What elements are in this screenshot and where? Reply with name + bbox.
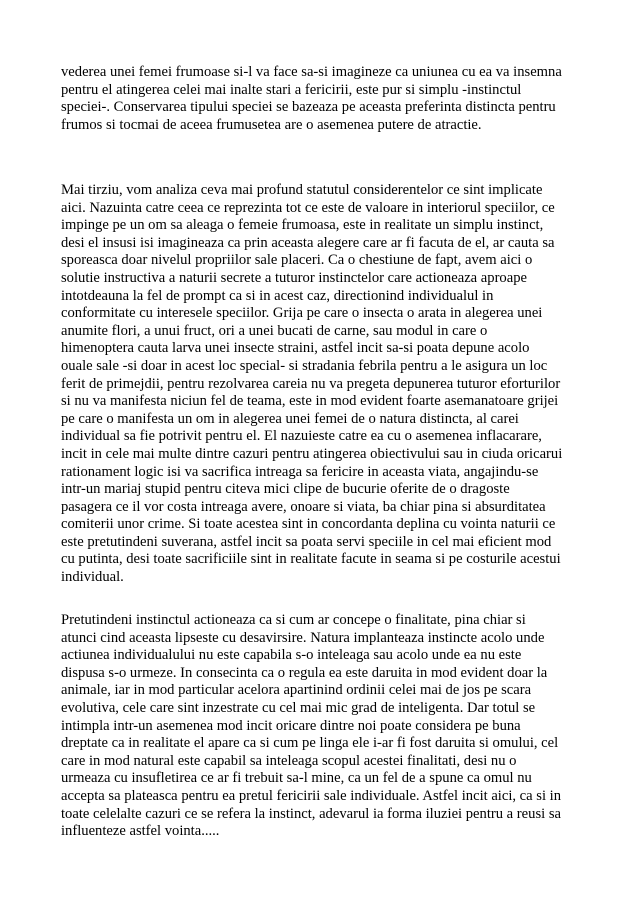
text-line: intimpla intr-un asemenea mod incit oricare dintre noi poate considera pe buna (61, 717, 521, 734)
text-line: impinge pe un om sa aleaga o femeie frumoasa, este in realitate un simplu instinct, (61, 217, 544, 234)
text-line: Mai tirziu, vom analiza ceva mai profund statutul considerentelor ce sint implicate (61, 182, 543, 198)
paragraph-2 (61, 182, 601, 587)
text-line: Pretutindeni instinctul actioneaza ca si cum ar concepe o finalitate, pina chiar si (61, 612, 526, 628)
text-line: animale, iar in mod particular acelora apartinind ordinii celei mai de jos pe scara (61, 682, 532, 699)
text-line: ferit de primejdii, pentru rezolvarea careia nu va pregeta depunerea tuturor eforturilor (61, 375, 561, 392)
text-line: speciei-. Conservarea tipului speciei se bazeaza pe aceasta preferinta distincta pentru (61, 99, 556, 116)
text-line: atunci cind aceasta lipseste cu desavirsire. Natura implanteaza instincte acolo unde (61, 629, 545, 646)
text-line: individual sa fie potrivit pentru el. El nazuieste catre ea cu o asemenea inflacarare, (61, 428, 542, 445)
text-line: comiterii unor crime. Si toate acestea sint in concordanta deplina cu vointa naturii ce (61, 516, 556, 533)
text-line: anumite flori, a unui fruct, ori a unei bucati de carne, sau modul in care o (61, 322, 488, 339)
text-line: si nu va manifesta niciun fel de teama, este in mod evident foarte asemanatoare grijei (61, 393, 559, 410)
text-line: influenteze astfel vointa..... (61, 823, 220, 840)
text-line: aici. Nazuinta catre ceea ce reprezinta tot ce este de valoare in interiorul speciilor, ce (61, 199, 555, 216)
text-line: intr-un mariaj stupid pentru citeva mici clipe de bucurie oferite de o dragoste (61, 481, 510, 498)
text-line: pentru el atingerea celei mai inalte stari a fericirii, este pur si simplu -instinctul (61, 81, 522, 98)
text-line: dispusa s-o urmeze. In consecinta ca o regula ea este daruita in mod evident doar la (61, 664, 548, 681)
text-line: conformitate cu interesele speciilor. Grija pe care o insecta o arata in alegerea unei (61, 305, 543, 322)
text-line: solutie instructiva a naturii secrete a tuturor instinctelor care actioneaza aproape (61, 269, 527, 286)
text-line: ouale sale -si doar in acest loc special- si stradania febrila pentru a le asigura un loc (61, 357, 548, 374)
text-line: himenoptera cauta larva unei insecte straini, astfel incit sa-si poata depune acolo (61, 340, 530, 357)
text-line: accepta sa plateasca pentru ea pretul fericirii sale individuale. Astfel incit aici, ca si in (61, 787, 562, 804)
text-line: care in mod natural este capabil sa inteleaga scopul acestei finalitati, desi nu o (61, 752, 517, 769)
text-line: actiunea individualului nu este capabila s-o inteleaga sau acolo unde ea nu este (61, 647, 522, 664)
paragraph-3 (61, 612, 601, 841)
paragraph-1 (61, 64, 601, 134)
text-line: incit in cele mai multe dintre cazuri pentru atingerea obiectivului sau in ciuda oricarui (61, 445, 563, 462)
text-line: dreptate ca in realitate el apare ca si cum pe linga ele i-ar fi fost daruita si omului, cel (61, 735, 559, 752)
text-line: pasagera ce il vor costa intreaga avere, onoare si viata, ba chiar pina si absurditatea (61, 498, 546, 515)
text-line: este pretutindeni suverana, astfel incit sa poata servi speciile in cel mai eficient mod (61, 533, 552, 550)
text-line: cu putinta, desi toate sacrificiile sint in realitate facute in seama si pe costurile acestui (61, 551, 561, 568)
text-line: toate celelalte cazuri ce se refera la instinct, adevarul ia forma iluziei pentru a reusi sa (61, 805, 561, 822)
text-line: intotdeauna la fel de prompt ca si in acest caz, directionind individualul in (61, 287, 494, 304)
text-line: rationament logic isi va sacrifica intreaga sa fericire in aceasta viata, angajindu-se (61, 463, 539, 480)
text-line: sporeasca doar nivelul propriilor sale placeri. Ca o chestiune de fapt, avem aici o (61, 252, 533, 269)
text-line: desi el insusi isi imagineaza ca prin aceasta alegere care ar fi facuta de el, ar cauta sa (61, 234, 555, 251)
text-line: evolutiva, cele care sint inzestrate cu cel mai mic grad de inteligenta. Dar totul se (61, 699, 536, 716)
text-line: vederea unei femei frumoase si-l va face sa-si imagineze ca uniunea cu ea va insemna (61, 64, 562, 80)
text-line: urmeaza cu insufletirea ce ar fi trebuit sa-l mine, ca un fel de a spune ca omul nu (61, 770, 532, 787)
text-line: individual. (61, 569, 124, 586)
text-line: frumos si tocmai de aceea frumusetea are o asemenea putere de atractie. (61, 116, 482, 133)
text-line: pe care o manifesta un om in alegerea unei femei de o natura distincta, al carei (61, 410, 519, 427)
